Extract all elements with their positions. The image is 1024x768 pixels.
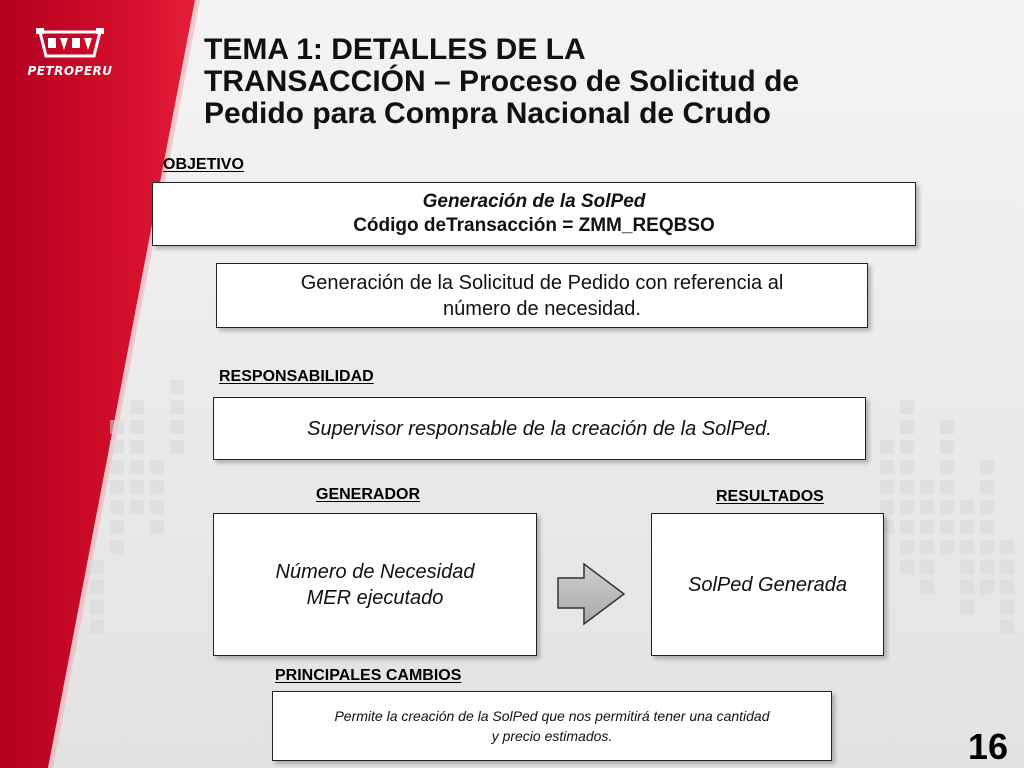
- cambios-box: [272, 691, 832, 761]
- objetivo-box: [152, 182, 916, 246]
- descripcion-line-2: número de necesidad.: [443, 297, 641, 320]
- cambios-line-2: y precio estimados.: [491, 728, 613, 744]
- generador-label: GENERADOR: [316, 486, 421, 503]
- petroperu-logo: [14, 26, 126, 78]
- petroperu-emblem-icon: [34, 26, 106, 62]
- responsabilidad-box: [213, 397, 866, 460]
- responsabilidad-text: Supervisor responsable de la creación de la SolPed.: [307, 417, 772, 440]
- logo-wordmark: PETROPERU: [27, 64, 113, 78]
- right-arrow-icon: [556, 562, 628, 626]
- objetivo-label: OBJETIVO: [163, 156, 244, 173]
- title-line-3: Pedido para Compra Nacional de Crudo: [204, 97, 771, 130]
- resultados-text: SolPed Generada: [687, 573, 847, 596]
- generador-line-1: Número de Necesidad: [275, 560, 475, 583]
- generador-line-2: MER ejecutado: [306, 586, 444, 609]
- descripcion-line-1: Generación de la Solicitud de Pedido con referencia al: [300, 271, 784, 294]
- page-number: 16: [968, 726, 1009, 767]
- objetivo-line-1: Generación de la SolPed: [422, 191, 646, 212]
- slide-title: [204, 34, 924, 130]
- descripcion-box: [216, 263, 868, 328]
- generador-box: [213, 513, 537, 656]
- resultados-label: RESULTADOS: [716, 488, 824, 505]
- cambios-label: PRINCIPALES CAMBIOS: [275, 667, 462, 684]
- title-line-1: TEMA 1: DETALLES DE LA: [204, 33, 586, 66]
- title-line-2: TRANSACCIÓN – Proceso de Solicitud de: [204, 65, 800, 98]
- cambios-line-1: Permite la creación de la SolPed que nos permitirá tener una cantidad: [334, 708, 770, 724]
- responsabilidad-label: RESPONSABILIDAD: [219, 368, 374, 385]
- resultados-box: [651, 513, 884, 656]
- objetivo-line-2: Código deTransacción = ZMM_REQBSO: [353, 215, 715, 236]
